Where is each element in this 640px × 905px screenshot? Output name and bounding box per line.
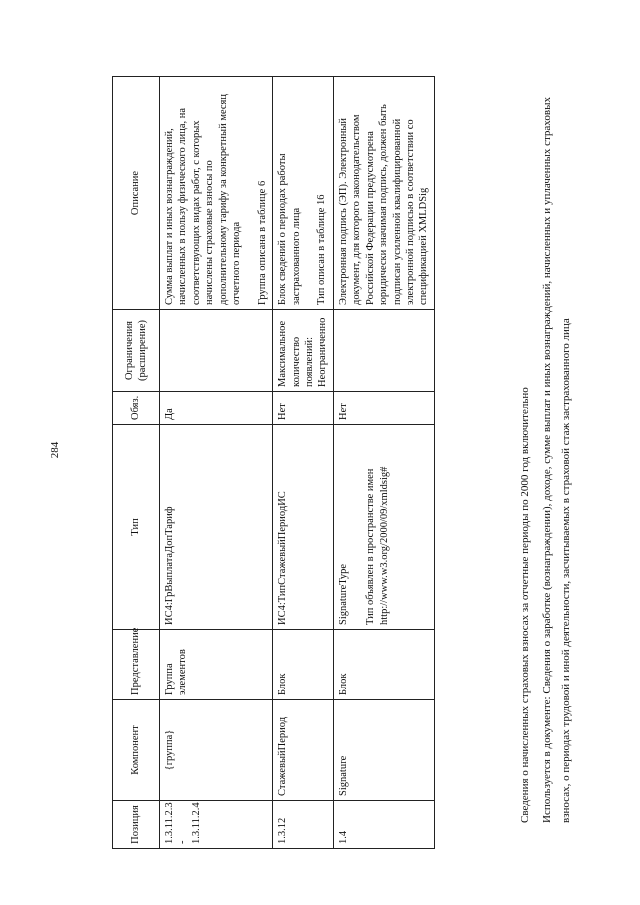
description-text: Блок сведений о периодах работы застрахованного лица xyxy=(277,153,302,305)
header-representation: Представление xyxy=(113,630,160,700)
type-namespace-note: Тип объявлен в пространстве имен http://www.w3.org/2000/09/xmldsig# xyxy=(365,466,390,625)
header-required: Обяз. xyxy=(113,392,160,425)
description-note: Группа описана в таблице 6 xyxy=(256,180,268,305)
header-component: Компонент xyxy=(113,700,160,801)
cell-component: СтажевыйПериод xyxy=(273,700,334,801)
header-type: Тип xyxy=(113,425,160,630)
cell-limits xyxy=(160,310,273,392)
cell-description xyxy=(160,77,273,310)
cell-limits xyxy=(333,310,434,392)
cell-representation: Группа элементов xyxy=(160,630,273,700)
components-table xyxy=(112,76,435,849)
cell-type xyxy=(273,425,334,630)
cell-component: Signature xyxy=(333,700,434,801)
table-row xyxy=(160,77,273,849)
cell-position: 1.4 xyxy=(333,801,434,849)
table-row xyxy=(273,77,334,849)
cell-required: Нет xyxy=(333,392,434,425)
table-header-row xyxy=(113,77,160,849)
cell-type xyxy=(160,425,273,630)
usage-paragraph: Используется в документе: Сведения о заработке (вознаграждении), доходе, сумме выплат и иных вознаграждений, начисленных и уплаченных страховых взносах, о периодах трудовой и иной деятельности, засчитываемых в страховой стаж застрахованного лица xyxy=(541,97,572,823)
type-value: ИС4:ТипСтажевыйПериодИС xyxy=(277,491,289,625)
header-limits: Ограничения (расширение) xyxy=(113,310,160,392)
description-text: Сумма выплат и иных вознаграждений, начисленных в пользу физического лица, на соответствующих видах работ, с которых начислены страховые взносы по дополнительному тарифу за конкретный месяц отчетного периода xyxy=(164,94,243,305)
cell-required: Нет xyxy=(273,392,334,425)
page-number: 284 xyxy=(49,441,61,459)
table-caption: Сведения о начисленных страховых взносах за отчетные периоды по 2000 год включительно xyxy=(519,387,531,823)
description-text: Электронная подпись (ЭП). Электронный документ, для которого законодательством Российской Федерации предусмотрена юридически значимая подпись, должен быть подписан усиленной квалифицированной электронной подписью в соответствии со спецификацией XMLDSig xyxy=(337,104,430,305)
header-description: Описание xyxy=(113,77,160,310)
cell-position: 1.3.11.2.3 - 1.3.11.2.4 xyxy=(160,801,273,849)
table-row xyxy=(333,77,434,849)
cell-representation: Блок xyxy=(273,630,334,700)
description-note: Тип описан в таблице 16 xyxy=(315,194,327,305)
cell-description xyxy=(273,77,334,310)
cell-component: {группа} xyxy=(160,700,273,801)
cell-description xyxy=(333,77,434,310)
cell-representation: Блок xyxy=(333,630,434,700)
cell-limits: Максимальное количество появлений: Неограниченно xyxy=(273,310,334,392)
type-value: SignatureType xyxy=(337,563,349,625)
cell-required: Да xyxy=(160,392,273,425)
cell-position: 1.3.12 xyxy=(273,801,334,849)
type-value: ИС4:ГрВыплатаДопТариф xyxy=(164,506,175,625)
cell-type xyxy=(333,425,434,630)
header-position: Позиция xyxy=(113,801,160,849)
